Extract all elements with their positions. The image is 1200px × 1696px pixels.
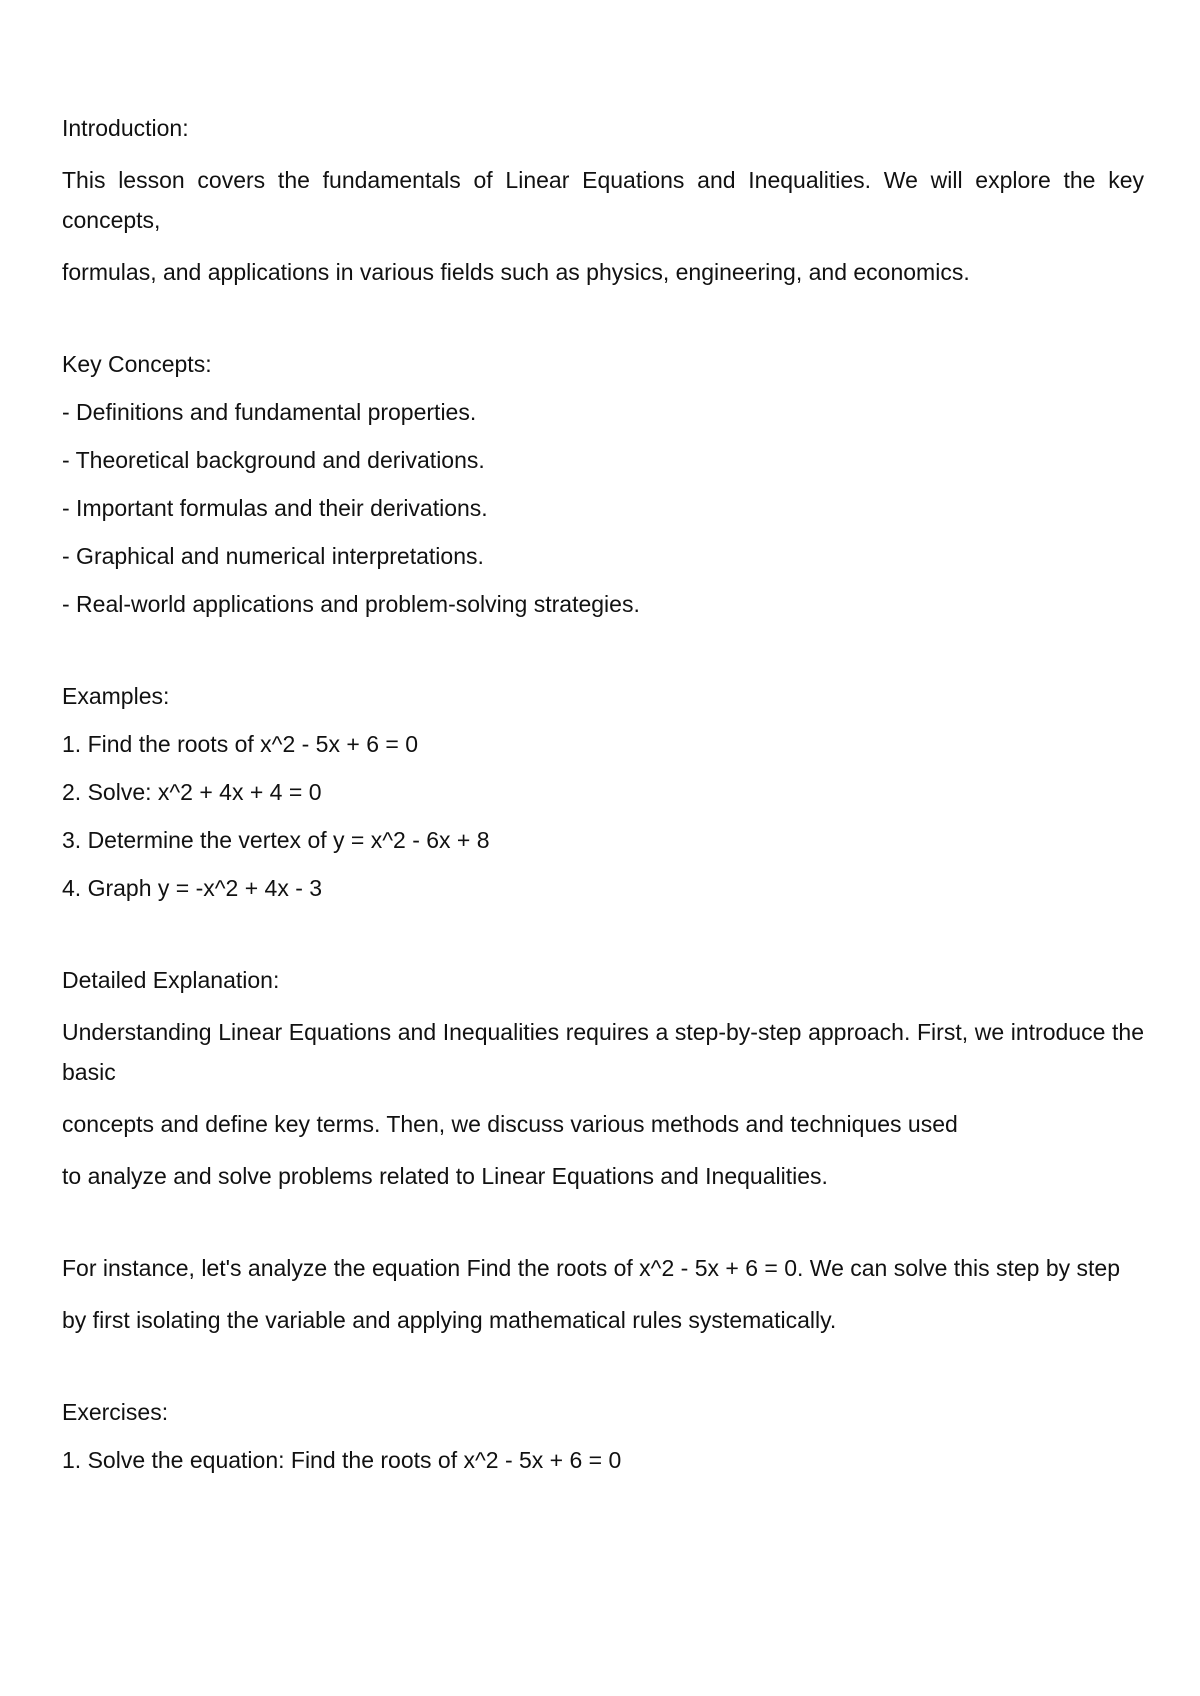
exercises-heading: Exercises:	[62, 1399, 169, 1425]
example-item: 2. Solve: x^2 + 4x + 4 = 0	[62, 779, 322, 805]
key-concept-item: - Real-world applications and problem-solving strategies.	[62, 591, 640, 617]
example-item: 1. Find the roots of x^2 - 5x + 6 = 0	[62, 731, 418, 757]
exercise-item: 1. Solve the equation: Find the roots of x^2 - 5x + 6 = 0	[62, 1447, 622, 1473]
explanation-paragraph-4: For instance, let's analyze the equation Find the roots of x^2 - 5x + 6 = 0. We can solve this step by step	[62, 1255, 1120, 1281]
key-concept-item: - Important formulas and their derivations.	[62, 495, 488, 521]
key-concept-item: - Theoretical background and derivations.	[62, 447, 485, 473]
examples-heading: Examples:	[62, 683, 170, 709]
explanation-paragraph-1: Understanding Linear Equations and Inequalities requires a step-by-step approach. First, we introduce the basic	[62, 1019, 1151, 1085]
explanation-heading: Detailed Explanation:	[62, 967, 280, 993]
intro-paragraph-2: formulas, and applications in various fields such as physics, engineering, and economics.	[62, 259, 970, 285]
explanation-paragraph-3: to analyze and solve problems related to Linear Equations and Inequalities.	[62, 1163, 828, 1189]
intro-paragraph-1: This lesson covers the fundamentals of Linear Equations and Inequalities. We will explore the key concepts,	[62, 167, 1151, 233]
key-concept-item: - Definitions and fundamental properties.	[62, 399, 477, 425]
explanation-paragraph-2: concepts and define key terms. Then, we discuss various methods and techniques used	[62, 1111, 958, 1137]
explanation-paragraph-5: by first isolating the variable and applying mathematical rules systematically.	[62, 1307, 837, 1333]
intro-heading: Introduction:	[62, 115, 189, 141]
document-page	[62, 108, 1151, 1480]
example-item: 3. Determine the vertex of y = x^2 - 6x + 8	[62, 827, 490, 853]
key-concept-item: - Graphical and numerical interpretations.	[62, 543, 484, 569]
key-concepts-heading: Key Concepts:	[62, 351, 212, 377]
example-item: 4. Graph y = -x^2 + 4x - 3	[62, 875, 323, 901]
